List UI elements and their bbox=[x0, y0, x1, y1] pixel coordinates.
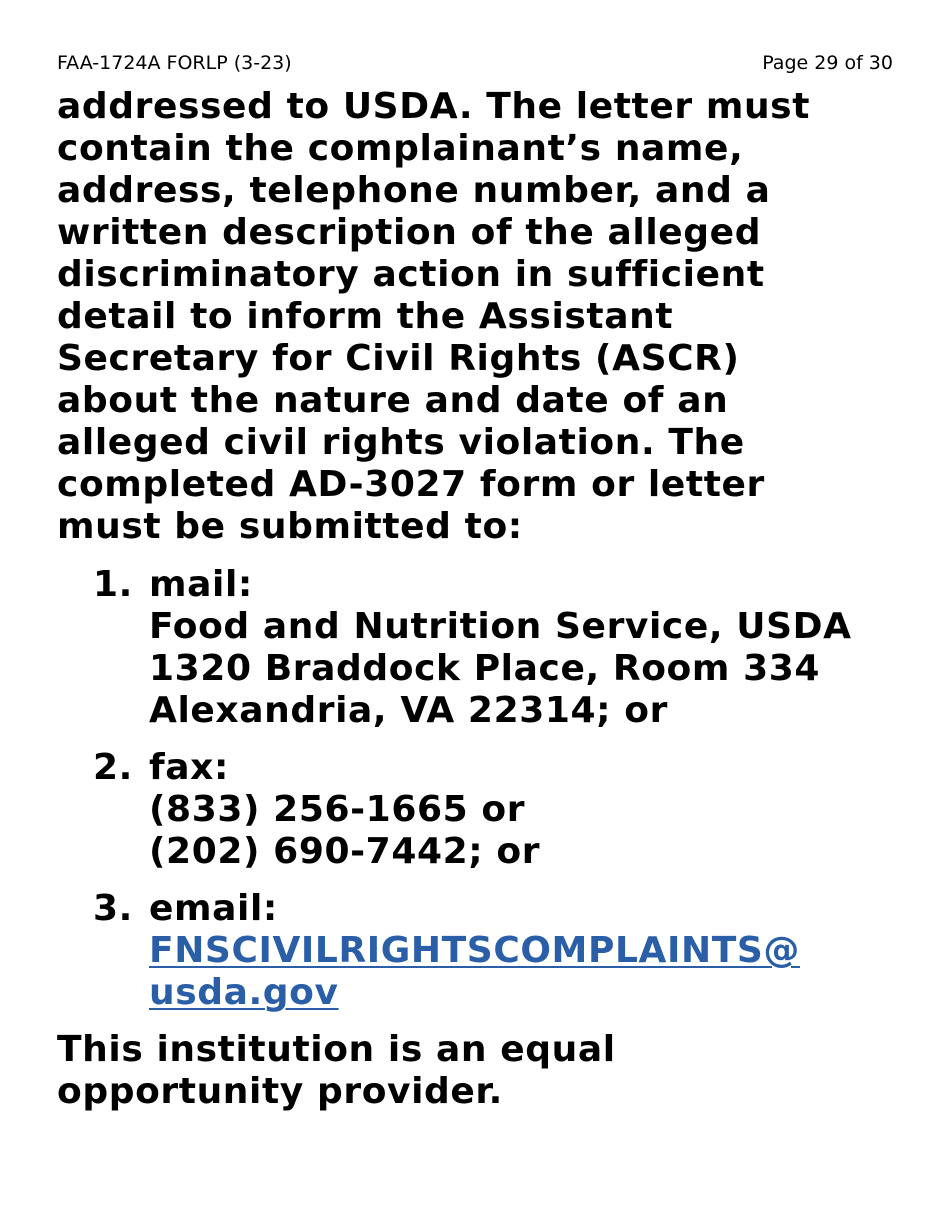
body-line: discriminatory action in sufficient bbox=[57, 254, 765, 295]
contact-item-fax bbox=[57, 747, 927, 873]
list-number: 3. bbox=[93, 888, 133, 929]
body-line: written description of the alleged bbox=[57, 212, 762, 253]
page-number: Page 29 of 30 bbox=[762, 52, 893, 74]
address-line: Food and Nutrition Service, USDA bbox=[149, 606, 852, 647]
body-line: alleged civil rights violation. The bbox=[57, 422, 745, 463]
page-header bbox=[57, 52, 893, 78]
address-line: 1320 Braddock Place, Room 334 bbox=[149, 648, 821, 689]
body-line: contain the complainant’s name, bbox=[57, 128, 744, 169]
form-id: FAA-1724A FORLP (3-23) bbox=[57, 52, 292, 74]
contact-item-email bbox=[57, 888, 927, 1014]
body-line: detail to inform the Assistant bbox=[57, 296, 674, 337]
closing-line: opportunity provider. bbox=[57, 1071, 503, 1112]
email-link-part[interactable]: usda.gov bbox=[149, 972, 339, 1013]
body-line: must be submitted to: bbox=[57, 506, 523, 547]
closing-line: This institution is an equal bbox=[57, 1029, 616, 1070]
list-number: 2. bbox=[93, 747, 133, 788]
email-link[interactable] bbox=[149, 930, 927, 1014]
body-paragraph bbox=[57, 86, 917, 548]
fax-number: (202) 690-7442; or bbox=[149, 831, 541, 872]
body-line: address, telephone number, and a bbox=[57, 170, 771, 211]
closing-statement bbox=[57, 1029, 917, 1113]
contact-label: fax: bbox=[149, 747, 229, 788]
fax-number: (833) 256-1665 or bbox=[149, 789, 526, 830]
contact-label: mail: bbox=[149, 564, 253, 605]
contact-list bbox=[57, 564, 927, 1029]
list-number: 1. bbox=[93, 564, 133, 605]
email-link-part[interactable]: FNSCIVILRIGHTSCOMPLAINTS@ bbox=[149, 930, 800, 971]
body-line: addressed to USDA. The letter must bbox=[57, 86, 811, 127]
body-line: completed AD-3027 form or letter bbox=[57, 464, 765, 505]
body-line: Secretary for Civil Rights (ASCR) bbox=[57, 338, 740, 379]
address-line: Alexandria, VA 22314; or bbox=[149, 690, 668, 731]
body-line: about the nature and date of an bbox=[57, 380, 729, 421]
contact-item-mail bbox=[57, 564, 927, 732]
contact-label: email: bbox=[149, 888, 278, 929]
